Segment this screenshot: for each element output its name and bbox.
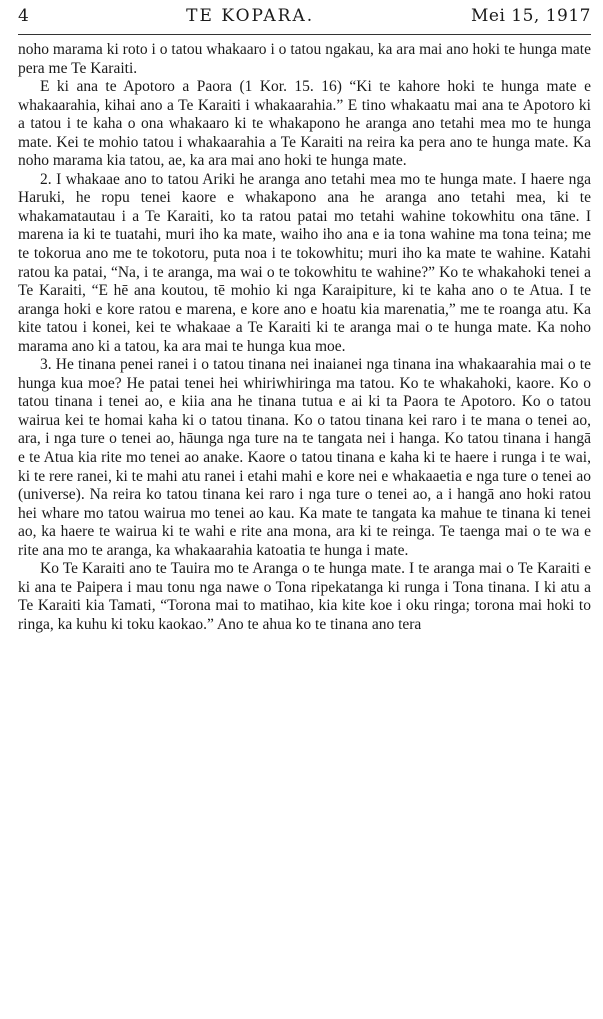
publication-title: TE KOPARA. <box>186 6 315 26</box>
paragraph-apotoro: E ki ana te Apotoro a Paora (1 Kor. 15. 16) “Ki te kahore hoki te hunga mate e whakaarahia, kihai ano a Te Karaiti i whakaarahia.” E tino whakaatu mai ana te Apotoro ki a tatou i te kaha o ona whakaaro ki te whakapono he aranga ano tetahi mea mo te hunga mate. Kei te mohio tatou i whakaarahia a Te Karaiti na reira ka pera ano te hunga mate. Ka noho marama kia tatou, ae, ka ara mai ano hoki te hunga mate. <box>18 78 591 170</box>
paragraph-tauira: Ko Te Karaiti ano te Tauira mo te Aranga o te hunga mate. I te aranga mai o Te Karaiti e ki ana te Paipera i mau tonu nga nawe o Tona ripekatanga ki runga i Tona tinana. I ki atu a Te Karaiti kia Tamati, “Torona mai to matihao, kia kite koe i oku ringa; torona mai hoki to ringa, ka kuhu ki toku kaokao.” Ano te ahua ko te tinana ano tera <box>18 560 591 633</box>
header-rule <box>18 34 591 35</box>
issue-date: Mei 15, 1917 <box>470 6 591 26</box>
page-header <box>18 6 591 30</box>
page-number: 4 <box>18 6 30 26</box>
paragraph-continuation: noho marama ki roto i o tatou whakaaro i o tatou ngakau, ka ara mai ano hoki te hunga mate pera me Te Karaiti. <box>18 41 591 77</box>
paragraph-section-2: 2. I whakaae ano to tatou Ariki he aranga ano tetahi mea mo te hunga mate. I haere nga Haruki, he ropu tenei kaore e whakapono ana he aranga ano tetahi mea, ki te whakamatautau i a Te Karaiti, ko ta ratou patai mo tetahi wahine tokowhitu ona tāne. I marena ia ki te tuatahi, muri iho ka mate, waiho iho ana e ia tona wahine ma tona teina; me te tokorua ano me te tokotoru, puta noa i te tokowhitu; muri iho ka mate te wahine. Katahi ratou ka patai, “Na, i te aranga, ma wai o te tokowhitu te wahine?” Ko te whakahoki tenei a Te Karaiti, “E hē ana koutou, tē mohio ki nga Karaipiture, ki te kaha ano o te Atua. I te aranga hoki e kore ratou e marena, e kore ano e hoatu kia marenatia,” me te roanga atu. Ka kite tatou i konei, kei te whakaae a Te Karaiti ki te aranga mai o te hunga mate. Ka noho marama ano ki a tatou, ka ara mai te hunga kua moe. <box>18 170 591 355</box>
paragraph-section-3: 3. He tinana penei ranei i o tatou tinana nei inaianei nga tinana ina whakaarahia mai o te hunga kua moe? He patai tenei hei whiriwhiringa ma tatou. Ko te whakahoki, kaore. Ko o tatou tinana i tenei ao, e kiia ana he tinana tutua e ai ki ta Paora te Apotoro. Ko o tatou wairua kei te homai kaha ki o tatou tinana. Ko o tatou tinana kei raro i te mana o tenei ao, ara, i nga ture o tenei ao, hāunga nga ture na te tangata nei i hanga. Ko tatou tinana i hangā e te Atua kia rite mo tenei ao anake. Kaore o tatou tinana e kaha ki te haere i runga i te wai, ki te rere ranei, ki te mahi atu ranei i etahi mahi e kore nei e whakaaetia e nga ture o tenei ao (universe). Na reira ko tatou tinana kei raro i nga ture o tenei ao, a i hangā ano hoki ratou hei whare mo tatou wairua mo tenei ao kau. Ka mate te tangata ka mahue te tinana ki tenei ao, ka haere te wairua ki te wahi e rite ana mona, ara ki te reinga. Te taenga mai o te wa e rite ana mo te aranga, ka whakaarahia katoatia te hunga i mate. <box>18 356 591 559</box>
article-body <box>18 41 591 635</box>
